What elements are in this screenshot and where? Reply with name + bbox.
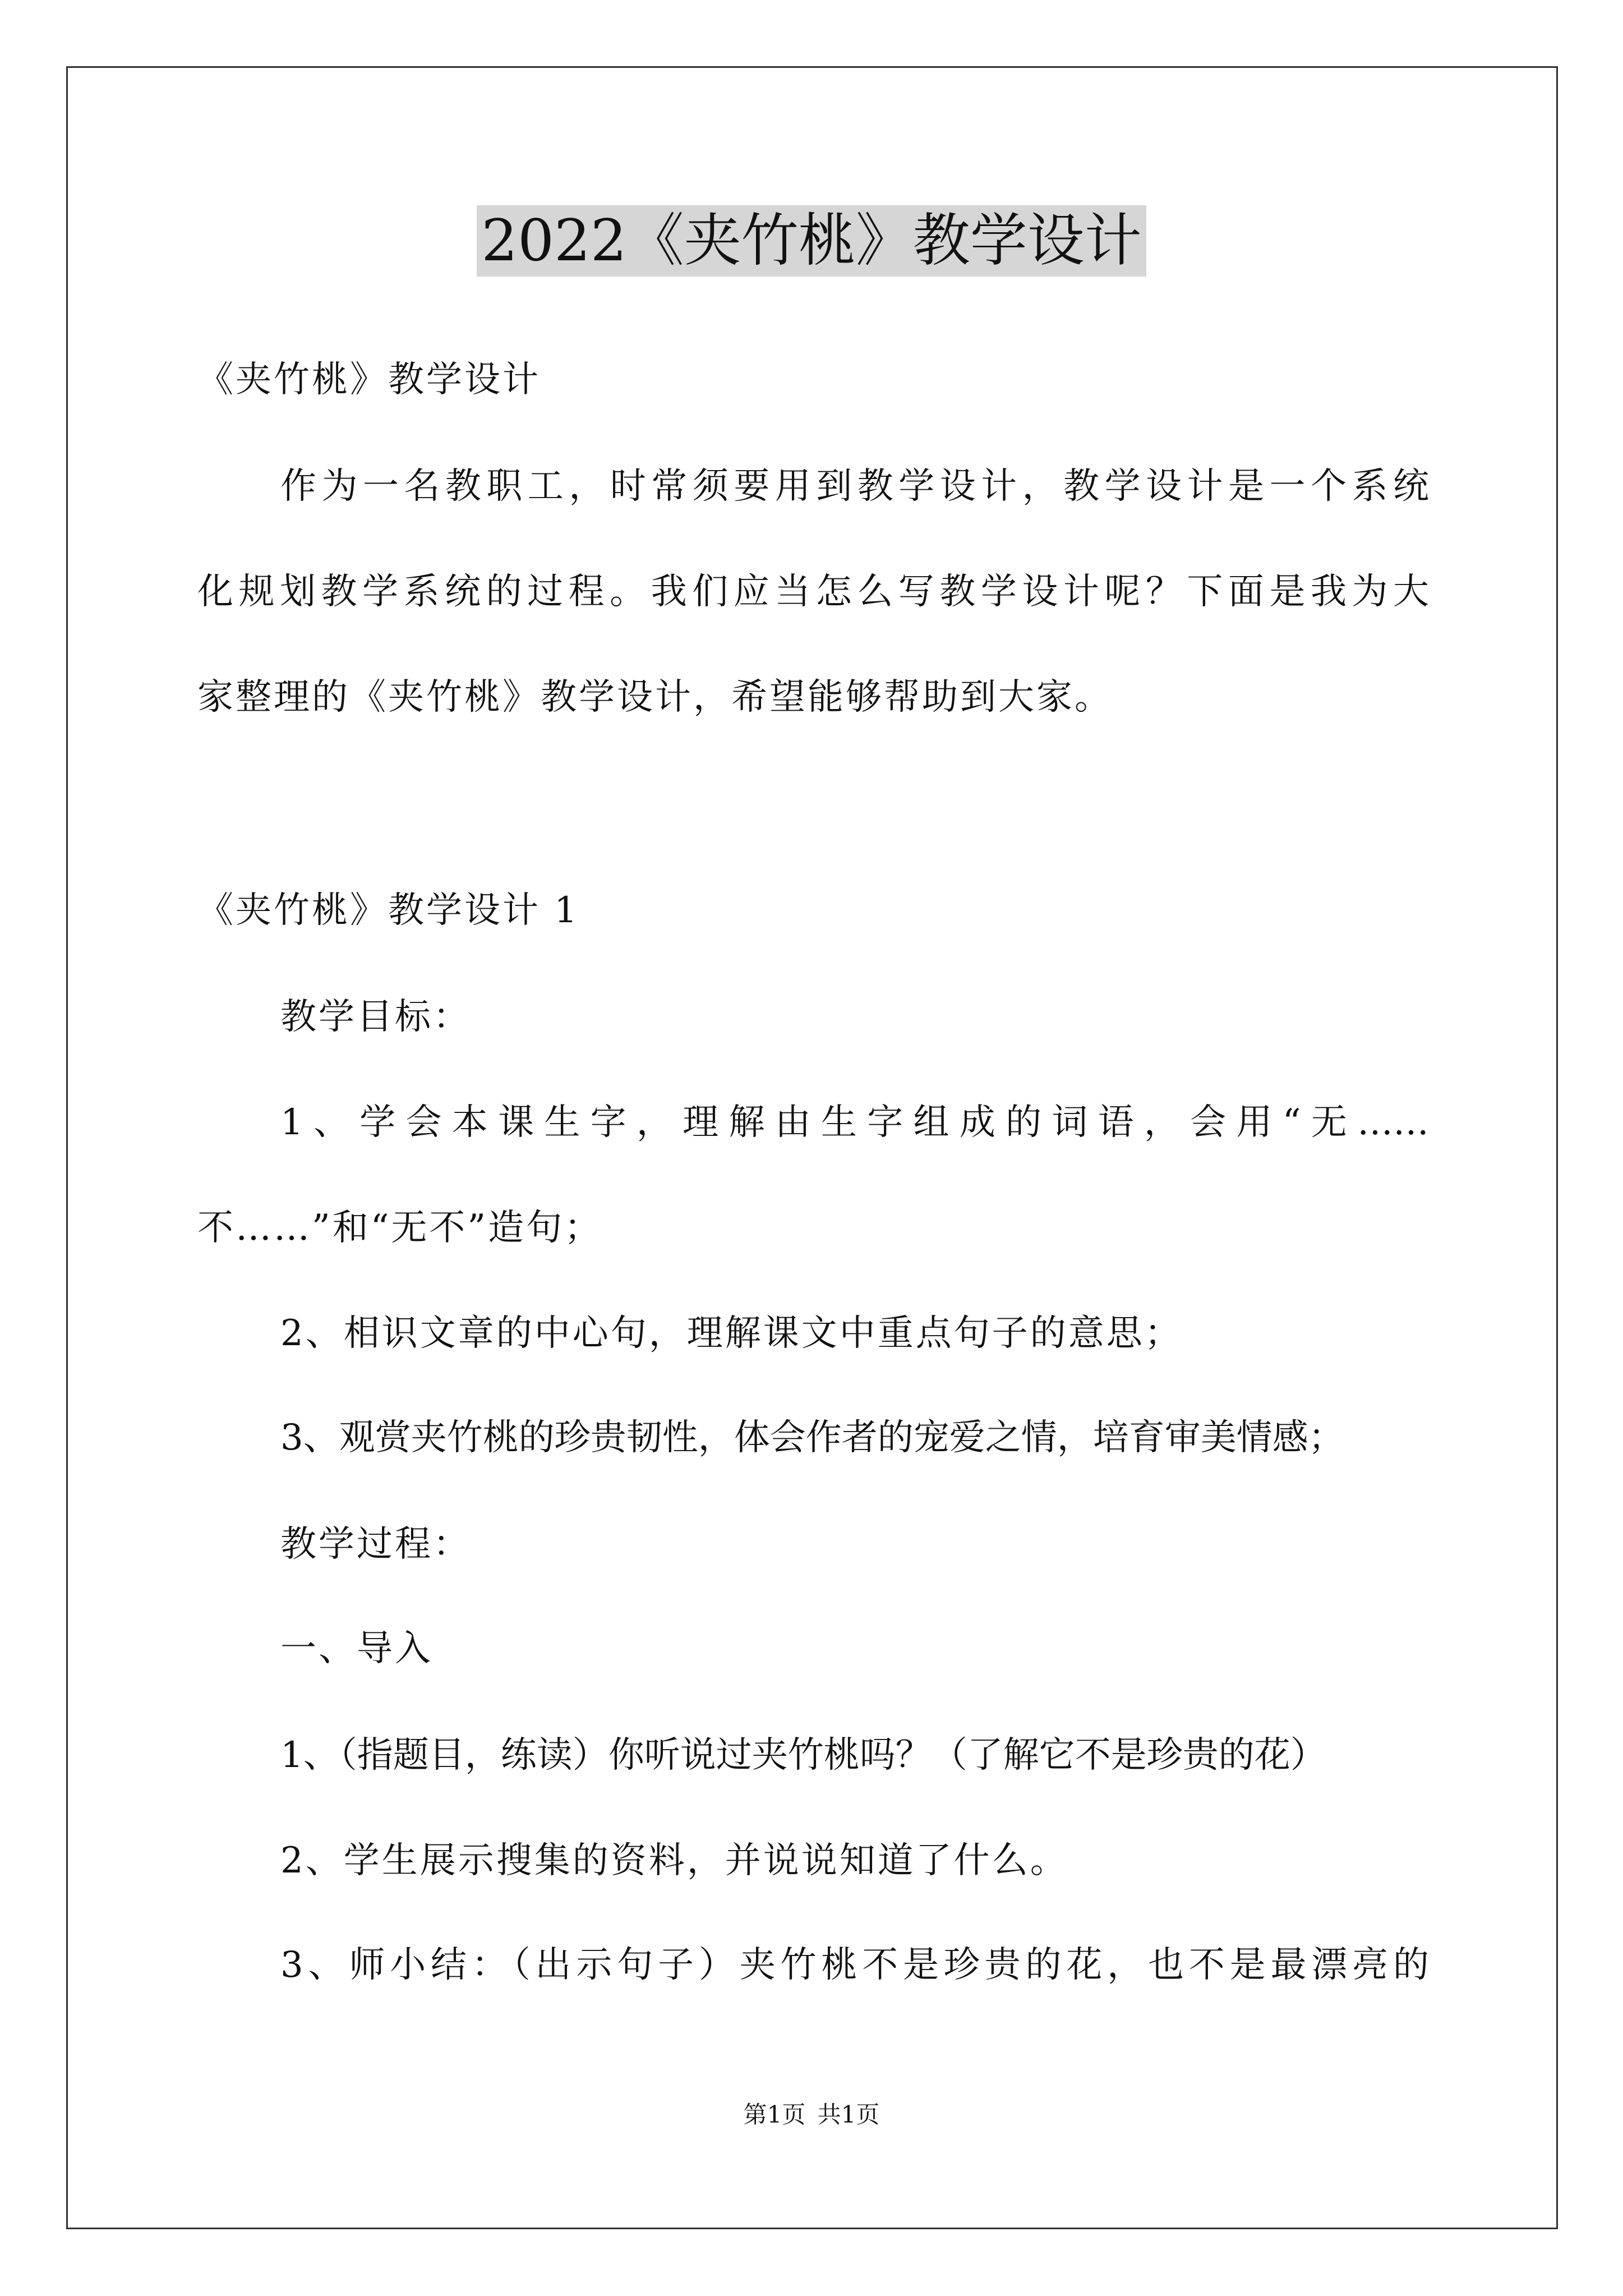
document-title-text: 2022《夹竹桃》教学设计 [477,205,1146,277]
intro-line-2: 化规划教学系统的过程。我们应当怎么写教学设计呢？下面是我为大 [197,571,1429,613]
subtitle-line: 《夹竹桃》教学设计 [197,359,541,401]
step-3: 3、师小结：（出示句子）夹竹桃不是珍贵的花，也不是最漂亮的 [280,1944,1429,1986]
intro-line-1: 作为一名教职工，时常须要用到教学设计，教学设计是一个系统 [280,466,1429,507]
objective-1-line-1: 1、学会本课生字，理解由生字组成的词语，会用“无…… [280,1102,1429,1143]
step-heading-intro: 一、导入 [280,1628,433,1669]
objective-2: 2、相识文章的中心句，理解课文中重点句子的意思； [280,1313,1183,1354]
step-2: 2、学生展示搜集的资料，并说说知道了什么。 [280,1840,1068,1881]
step-1: 1、（指题目，练读）你听说过夹竹桃吗？（了解它不是珍贵的花） [280,1734,1326,1776]
section-heading: 《夹竹桃》教学设计 1 [197,890,580,931]
objectives-heading: 教学目标： [280,996,471,1038]
process-heading: 教学过程： [280,1524,471,1565]
page-footer: 第1页 共1页 [743,2101,880,2128]
objective-3: 3、观赏夹竹桃的珍贵韧性，体会作者的宠爱之情，培育审美情感； [280,1417,1344,1458]
document-title [0,202,1623,280]
intro-line-3: 家整理的《夹竹桃》教学设计，希望能够帮助到大家。 [197,677,1113,718]
objective-1-line-2: 不……”和“无不”造句； [197,1207,603,1249]
